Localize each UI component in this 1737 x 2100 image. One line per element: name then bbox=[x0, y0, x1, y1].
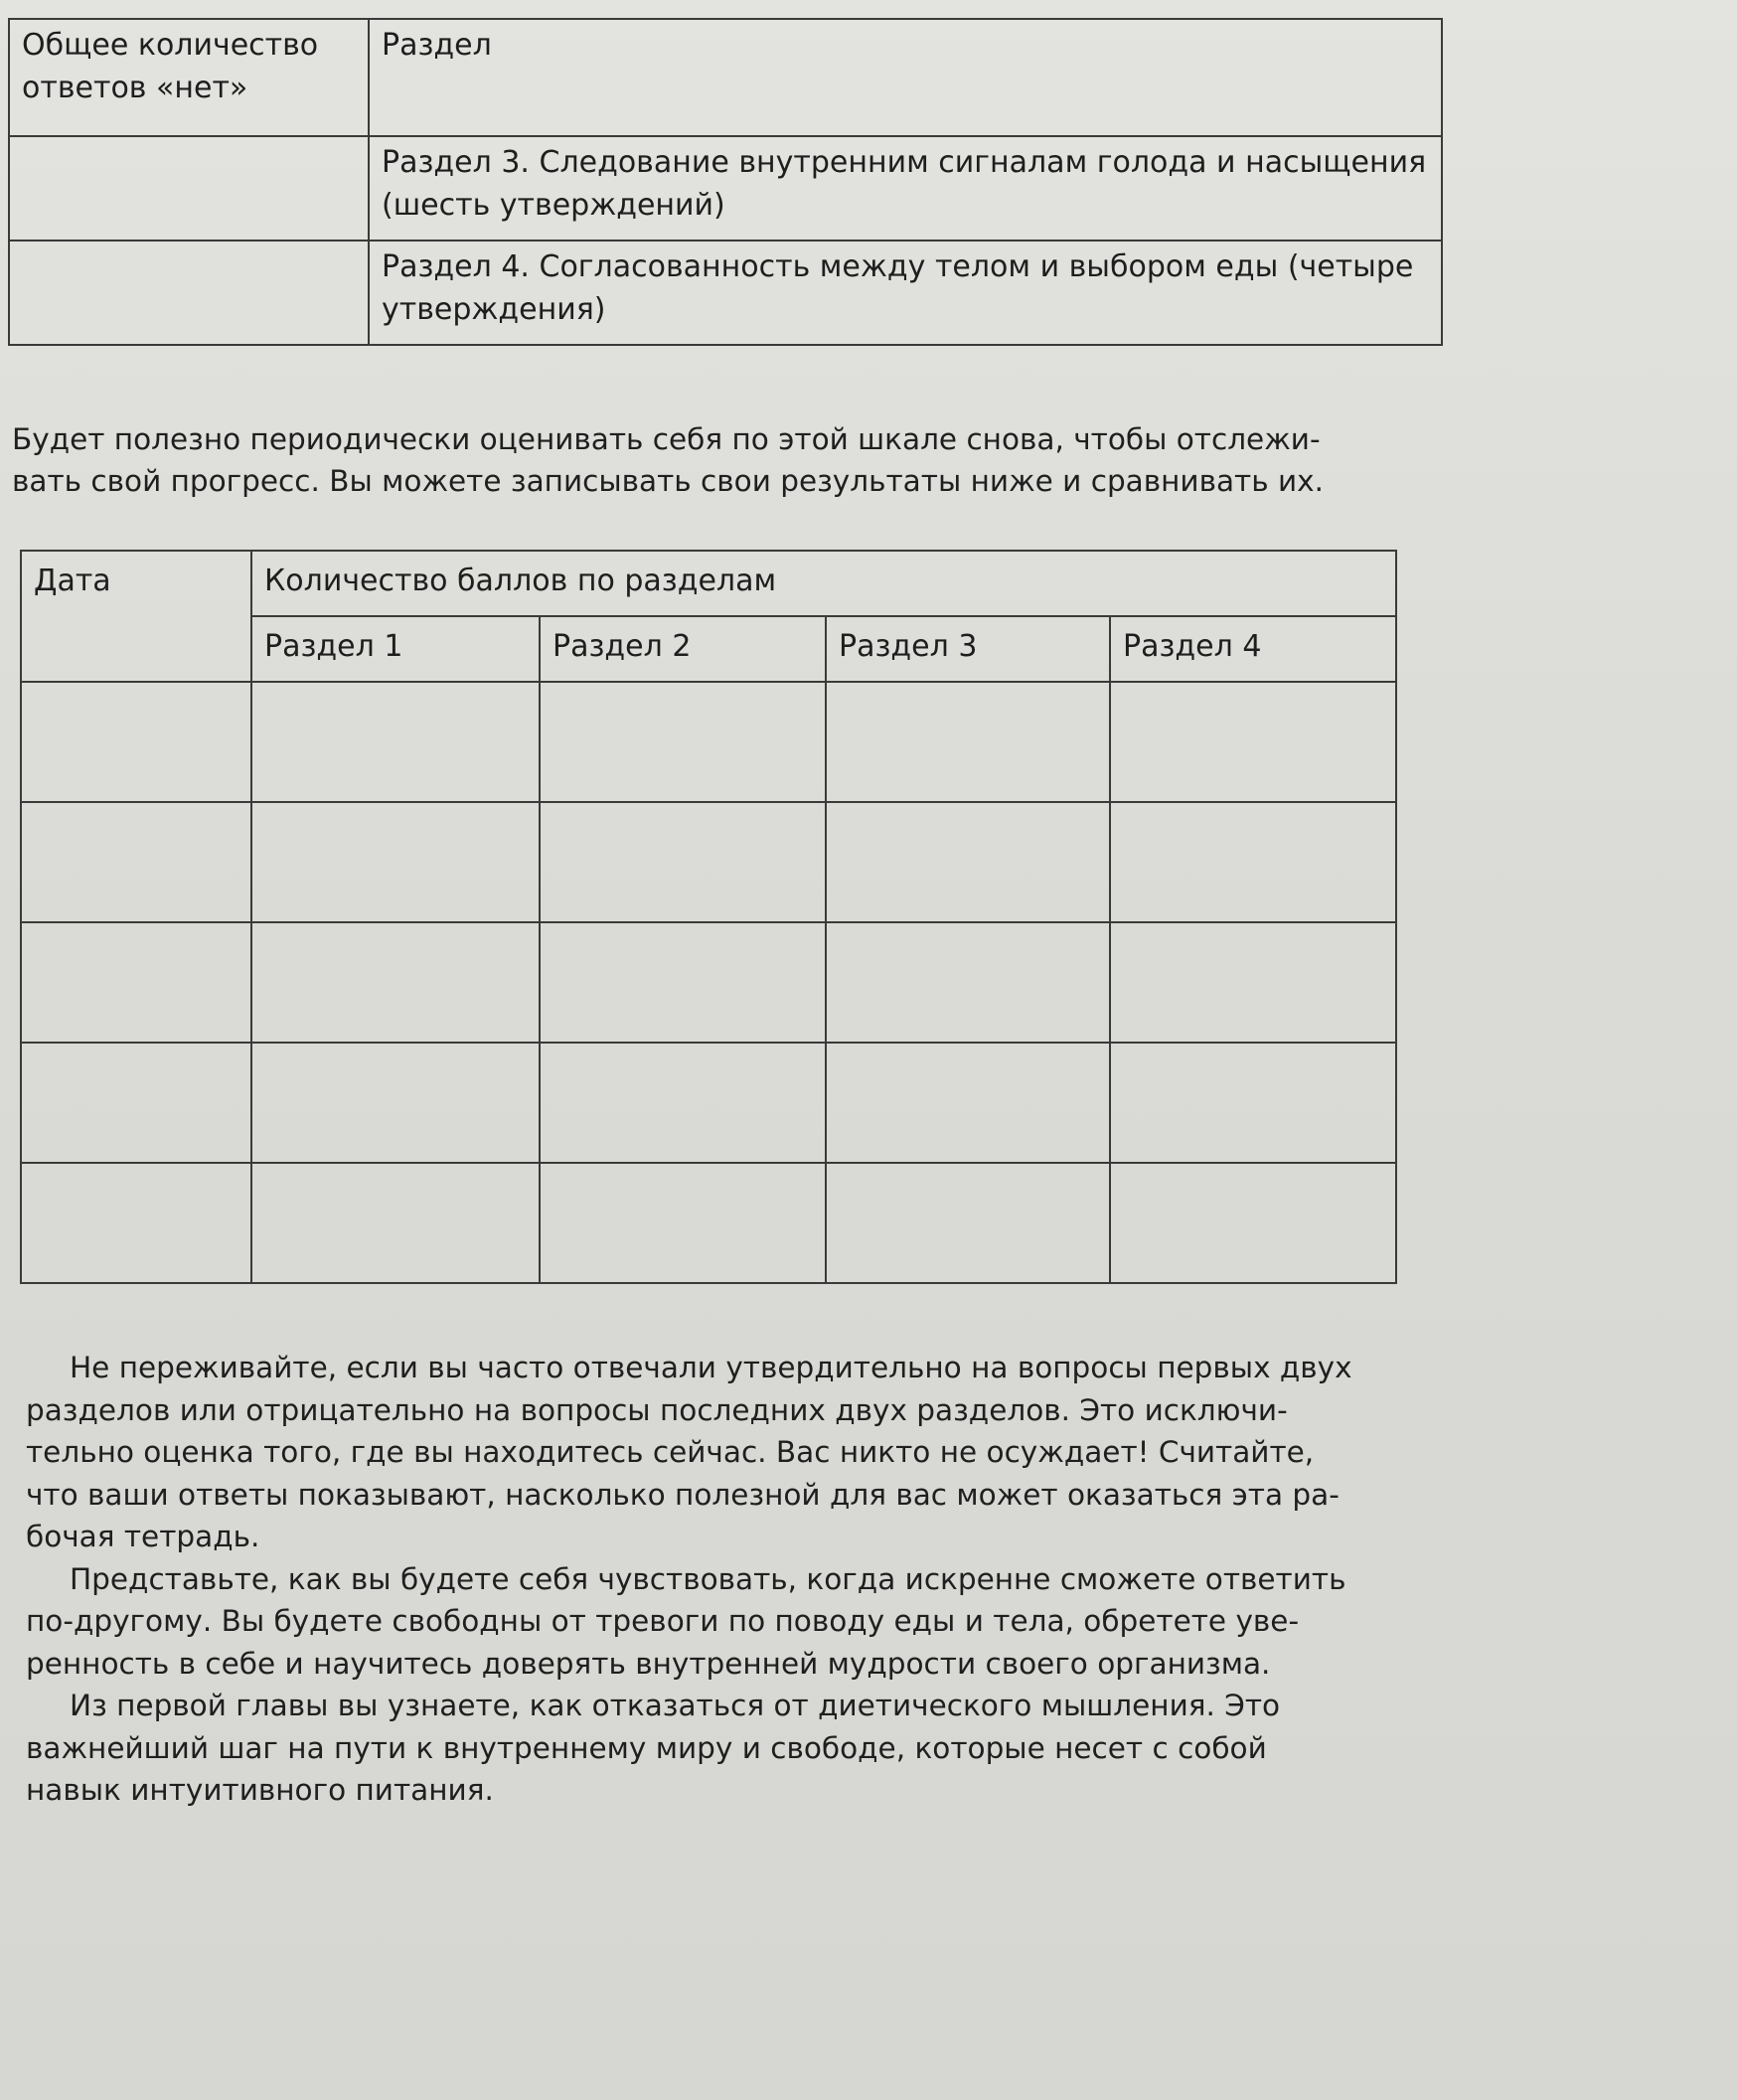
score-entry-row bbox=[21, 922, 1396, 1043]
section-2-header: Раздел 2 bbox=[540, 616, 826, 682]
count-header-cell: Общее количество ответов «нет» bbox=[9, 19, 369, 136]
score-entry-row bbox=[21, 1043, 1396, 1163]
date-entry-cell[interactable] bbox=[21, 682, 251, 802]
summary-table bbox=[8, 18, 1443, 346]
section-1-score-cell[interactable] bbox=[251, 1163, 540, 1283]
section-cell: Раздел 3. Следование внутренним сигналам голода и насыщения (шесть утверждений) bbox=[369, 136, 1442, 241]
score-entry-row bbox=[21, 802, 1396, 922]
section-4-header: Раздел 4 bbox=[1110, 616, 1396, 682]
body-line: тельно оценка того, где вы находитесь сейчас. Вас никто не осуждает! Считайте, bbox=[26, 1435, 1315, 1469]
summary-header-row bbox=[9, 19, 1442, 136]
intro-line: вать свой прогресс. Вы можете записывать свои результаты ниже и сравнивать их. bbox=[12, 464, 1325, 498]
section-4-score-cell[interactable] bbox=[1110, 682, 1396, 802]
date-entry-cell[interactable] bbox=[21, 1163, 251, 1283]
intro-paragraph bbox=[12, 418, 1403, 502]
section-4-score-cell[interactable] bbox=[1110, 922, 1396, 1043]
section-1-score-cell[interactable] bbox=[251, 922, 540, 1043]
section-1-header: Раздел 1 bbox=[251, 616, 540, 682]
body-line: бочая тетрадь. bbox=[26, 1520, 260, 1553]
section-2-score-cell[interactable] bbox=[540, 922, 826, 1043]
section-1-score-cell[interactable] bbox=[251, 1043, 540, 1163]
body-line: по-другому. Вы будете свободны от тревоги по поводу еды и тела, обретете уве- bbox=[26, 1604, 1300, 1638]
section-3-header: Раздел 3 bbox=[826, 616, 1110, 682]
section-2-score-cell[interactable] bbox=[540, 1043, 826, 1163]
score-entry-row bbox=[21, 1163, 1396, 1283]
body-line: важнейший шаг на пути к внутреннему миру и свободе, которые несет с собой bbox=[26, 1730, 1267, 1765]
summary-row bbox=[9, 241, 1442, 345]
section-header-cell: Раздел bbox=[369, 19, 1442, 136]
body-line: Из первой главы вы узнаете, как отказаться от диетического мышления. Это bbox=[70, 1689, 1281, 1722]
body-line: навык интуитивного питания. bbox=[26, 1773, 494, 1807]
date-entry-cell[interactable] bbox=[21, 1043, 251, 1163]
section-cell: Раздел 4. Согласованность между телом и выбором еды (четыре утверждения) bbox=[369, 241, 1442, 345]
section-1-score-cell[interactable] bbox=[251, 802, 540, 922]
score-header-row bbox=[21, 551, 1396, 616]
section-3-score-cell[interactable] bbox=[826, 922, 1110, 1043]
body-line: разделов или отрицательно на вопросы последних двух разделов. Это исключи- bbox=[26, 1392, 1288, 1427]
body-text bbox=[26, 1347, 1407, 1812]
body-line: Не переживайте, если вы часто отвечали утвердительно на вопросы первых двух bbox=[70, 1351, 1352, 1384]
score-entry-row bbox=[21, 682, 1396, 802]
section-4-score-cell[interactable] bbox=[1110, 1163, 1396, 1283]
body-line: что ваши ответы показывают, насколько полезной для вас может оказаться эта ра- bbox=[26, 1477, 1340, 1512]
section-2-score-cell[interactable] bbox=[540, 1163, 826, 1283]
body-line: ренность в себе и научитесь доверять внутренней мудрости своего организма. bbox=[26, 1646, 1271, 1681]
intro-line: Будет полезно периодически оценивать себя по этой шкале снова, чтобы отслежи- bbox=[12, 422, 1321, 456]
scores-header-cell: Количество баллов по разделам bbox=[251, 551, 1396, 616]
count-cell[interactable] bbox=[9, 136, 369, 241]
body-line: Представьте, как вы будете себя чувствовать, когда искренне сможете ответить bbox=[70, 1561, 1346, 1596]
date-entry-cell[interactable] bbox=[21, 922, 251, 1043]
summary-row bbox=[9, 136, 1442, 241]
score-table bbox=[20, 550, 1397, 1284]
section-3-score-cell[interactable] bbox=[826, 682, 1110, 802]
section-4-score-cell[interactable] bbox=[1110, 1043, 1396, 1163]
section-3-score-cell[interactable] bbox=[826, 802, 1110, 922]
date-entry-cell[interactable] bbox=[21, 802, 251, 922]
date-header-cell: Дата bbox=[21, 551, 251, 682]
section-2-score-cell[interactable] bbox=[540, 802, 826, 922]
section-3-score-cell[interactable] bbox=[826, 1043, 1110, 1163]
section-1-score-cell[interactable] bbox=[251, 682, 540, 802]
count-cell[interactable] bbox=[9, 241, 369, 345]
section-3-score-cell[interactable] bbox=[826, 1163, 1110, 1283]
section-2-score-cell[interactable] bbox=[540, 682, 826, 802]
section-4-score-cell[interactable] bbox=[1110, 802, 1396, 922]
